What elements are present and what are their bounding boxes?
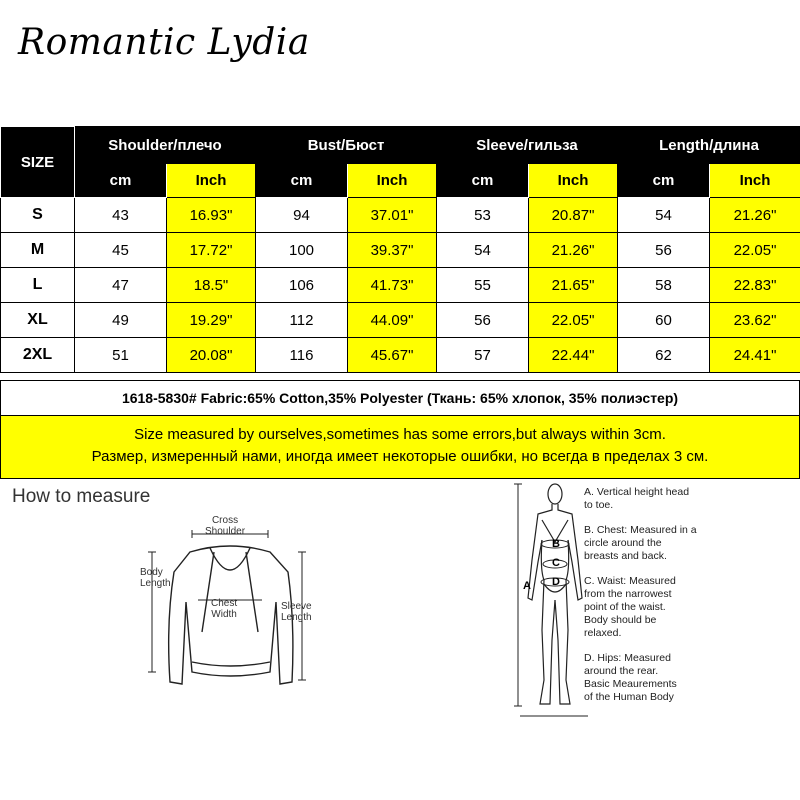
size-cell: M xyxy=(1,233,75,268)
note-english: Size measured by ourselves,sometimes has some errors,but always within 3cm. xyxy=(134,426,666,443)
size-header: SIZE xyxy=(1,127,75,198)
unit-inch: Inch xyxy=(348,164,437,198)
inch-value-cell: 17.72" xyxy=(167,233,256,268)
unit-cm: cm xyxy=(618,164,710,198)
unit-cm: cm xyxy=(437,164,529,198)
unit-inch: Inch xyxy=(710,164,800,198)
unit-cm: cm xyxy=(256,164,348,198)
fabric-info: 1618-5830# Fabric:65% Cotton,35% Polyester (Ткань: 65% хлопок, 35% полиэстер) xyxy=(0,380,800,416)
cm-value-cell: 106 xyxy=(256,268,348,303)
cross-shoulder-label: Cross Shoulder xyxy=(205,515,246,537)
brand-logo: Romantic Lydia xyxy=(18,22,310,63)
cm-value-cell: 58 xyxy=(618,268,710,303)
size-cell: XL xyxy=(1,303,75,338)
inch-value-cell: 18.5" xyxy=(167,268,256,303)
cm-value-cell: 54 xyxy=(618,198,710,233)
letter-c: C xyxy=(552,557,560,569)
cm-value-cell: 56 xyxy=(618,233,710,268)
inch-value-cell: 45.67" xyxy=(348,338,437,373)
inch-value-cell: 20.08" xyxy=(167,338,256,373)
column-header-length: Length/длина xyxy=(618,127,800,164)
desc-a: A. Vertical height head to toe. xyxy=(584,486,690,511)
inch-value-cell: 21.26" xyxy=(710,198,800,233)
inch-value-cell: 23.62" xyxy=(710,303,800,338)
column-header-bust: Bust/Бюст xyxy=(256,127,437,164)
size-cell: S xyxy=(1,198,75,233)
inch-value-cell: 39.37" xyxy=(348,233,437,268)
cm-value-cell: 49 xyxy=(75,303,167,338)
cm-value-cell: 57 xyxy=(437,338,529,373)
how-to-measure-title: How to measure xyxy=(12,486,151,507)
inch-value-cell: 22.83" xyxy=(710,268,800,303)
desc-b: B. Chest: Measured in a circle around the breasts and back. xyxy=(584,524,697,562)
measurement-note xyxy=(0,415,800,479)
unit-inch: Inch xyxy=(529,164,618,198)
inch-value-cell: 24.41" xyxy=(710,338,800,373)
cm-value-cell: 112 xyxy=(256,303,348,338)
cm-value-cell: 60 xyxy=(618,303,710,338)
cm-value-cell: 47 xyxy=(75,268,167,303)
size-chart-table xyxy=(0,126,800,373)
desc-c: C. Waist: Measured from the narrowest point of the waist. Body should be relaxed. xyxy=(584,575,676,639)
letter-d: D xyxy=(552,576,560,588)
cm-value-cell: 116 xyxy=(256,338,348,373)
cm-value-cell: 43 xyxy=(75,198,167,233)
cm-value-cell: 94 xyxy=(256,198,348,233)
inch-value-cell: 44.09" xyxy=(348,303,437,338)
body-length-label: Body Length xyxy=(140,567,171,589)
inch-value-cell: 20.87" xyxy=(529,198,618,233)
cm-value-cell: 55 xyxy=(437,268,529,303)
cm-value-cell: 54 xyxy=(437,233,529,268)
inch-value-cell: 41.73" xyxy=(348,268,437,303)
chest-width-label: Chest Width xyxy=(211,598,238,620)
inch-value-cell: 22.44" xyxy=(529,338,618,373)
inch-value-cell: 21.26" xyxy=(529,233,618,268)
table-row xyxy=(1,338,800,373)
column-header-sleeve: Sleeve/гильза xyxy=(437,127,618,164)
column-header-shoulder: Shoulder/плечо xyxy=(75,127,256,164)
sleeve-length-label: Sleeve Length xyxy=(281,601,312,623)
cm-value-cell: 100 xyxy=(256,233,348,268)
unit-row xyxy=(1,164,800,198)
cm-value-cell: 51 xyxy=(75,338,167,373)
cm-value-cell: 62 xyxy=(618,338,710,373)
letter-a: A xyxy=(523,580,531,592)
table-row xyxy=(1,198,800,233)
unit-inch: Inch xyxy=(167,164,256,198)
body-figure-diagram xyxy=(510,480,590,720)
inch-value-cell: 19.29" xyxy=(167,303,256,338)
inch-value-cell: 16.93" xyxy=(167,198,256,233)
cm-value-cell: 56 xyxy=(437,303,529,338)
inch-value-cell: 21.65" xyxy=(529,268,618,303)
inch-value-cell: 22.05" xyxy=(710,233,800,268)
inch-value-cell: 22.05" xyxy=(529,303,618,338)
cm-value-cell: 53 xyxy=(437,198,529,233)
cm-value-cell: 45 xyxy=(75,233,167,268)
size-cell: 2XL xyxy=(1,338,75,373)
note-russian: Размер, измеренный нами, иногда имеет некоторые ошибки, но всегда в пределах 3 см. xyxy=(91,448,709,465)
table-row xyxy=(1,233,800,268)
desc-d: D. Hips: Measured around the rear. Basic Meaurements of the Human Body xyxy=(584,652,677,703)
table-row xyxy=(1,303,800,338)
inch-value-cell: 37.01" xyxy=(348,198,437,233)
unit-cm: cm xyxy=(75,164,167,198)
table-row xyxy=(1,268,800,303)
size-cell: L xyxy=(1,268,75,303)
letter-b: B xyxy=(552,538,560,550)
measurement-descriptions xyxy=(584,486,799,716)
